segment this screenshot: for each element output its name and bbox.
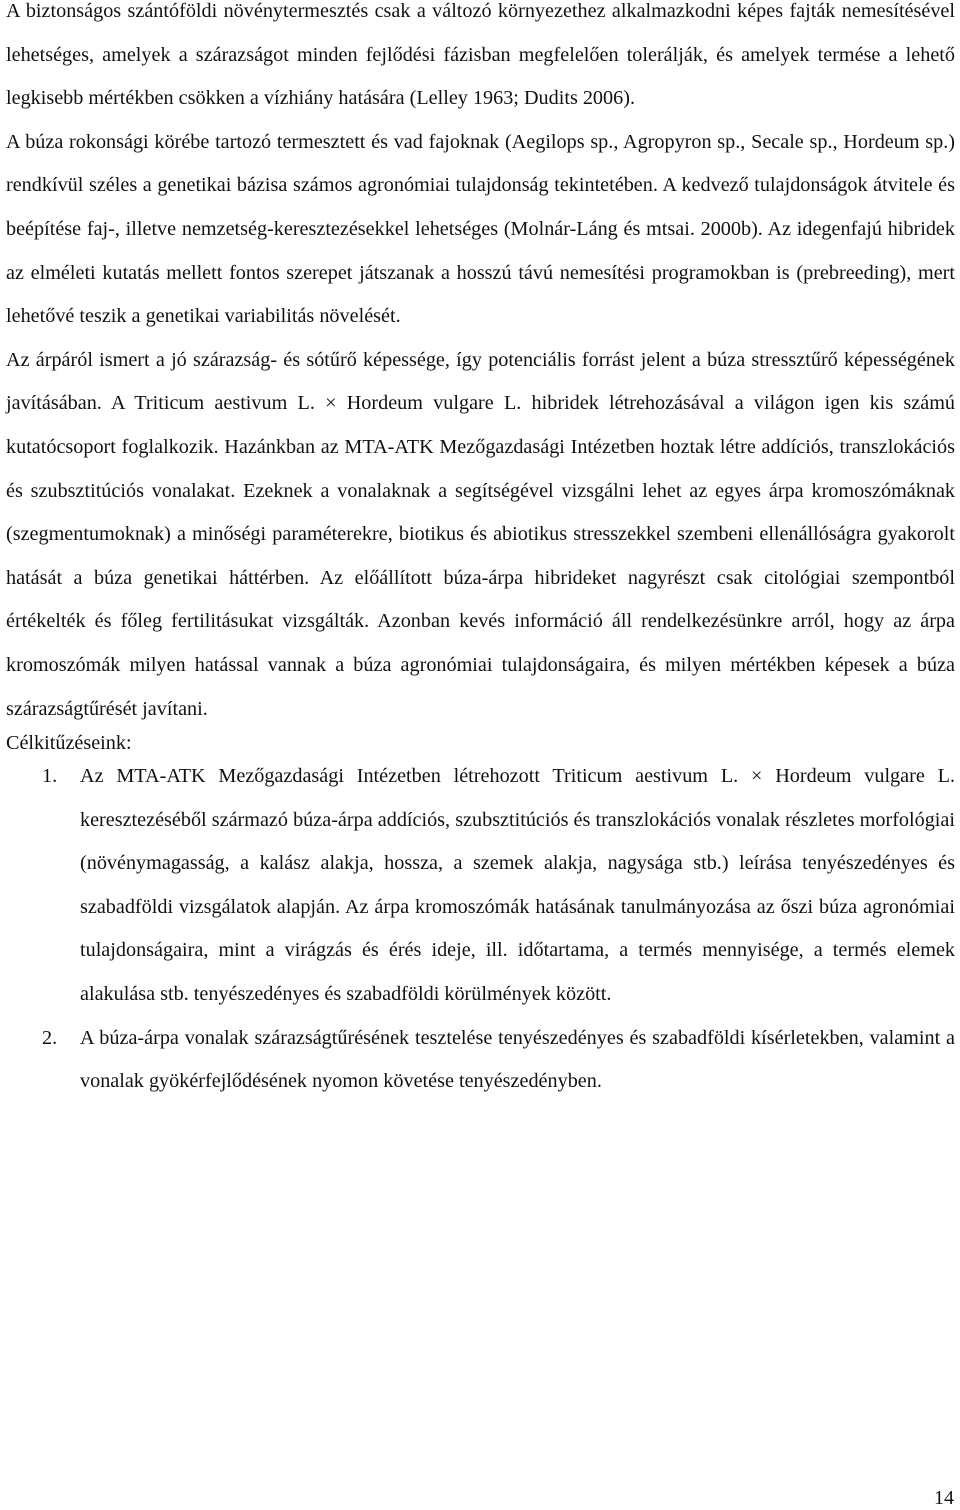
page-number: 14 (934, 1487, 954, 1509)
document-page (6, 0, 955, 1104)
goal-number: 2. (42, 1026, 58, 1049)
goal-text: A búza-árpa vonalak szárazságtűrésének tesztelése tenyészedényes és szabadföldi kísérletekben, valamint a vonalak gyökérfejlődésének nyomon követése tenyészedényben. (80, 1026, 955, 1093)
paragraph-barley: Az árpáról ismert a jó szárazság- és sótűrő képessége, így potenciális forrást jelent a búza stressztűrő képességének javításában. A Triticum aestivum L. × Hordeum vulgare L. hibridek létrehozásával a világon igen kis számú kutatócsoport foglalkozik. Hazánkban az MTA-ATK Mezőgazdasági Intézetben hoztak létre addíciós, transzlokációs és szubsztitúciós vonalakat. Ezeknek a vonalaknak a segítségével vizsgálni lehet az egyes árpa kromoszómáknak (szegmentumoknak) a minőségi paraméterekre, biotikus és abiotikus stresszekkel szembeni ellenállóságra gyakorolt hatását a búza genetikai háttérben. Az előállított búza-árpa hibrideket nagyrészt csak citológiai szempontból értékelték és főleg fertilitásukat vizsgálták. Azonban kevés információ áll rendelkezésünkre arról, hogy az árpa kromoszómák milyen hatással vannak a búza agronómiai tulajdonságaira, és milyen mértékben képesek a búza szárazságtűrését javítani. (6, 348, 955, 720)
goal-text: Az MTA-ATK Mezőgazdasági Intézetben létrehozott Triticum aestivum L. × Hordeum vulgare L. keresztezéséből származó búza-árpa addíciós, szubsztitúciós és transzlokációs vonalak részletes morfológiai (növénymagasság, a kalász alakja, hossza, a szemek alakja, nagysága stb.) leírása tenyészedényes és szabadföldi vizsgálatok alapján. Az árpa kromoszómák hatásának tanulmányozása az őszi búza agronómiai tulajdonságaira, mint a virágzás és érés ideje, ill. időtartama, a termés mennyisége, a termés elemek alakulása stb. tenyészedényes és szabadföldi körülmények között. (80, 765, 955, 1006)
goal-number: 1. (42, 765, 58, 788)
goals-heading: Célkitűzéseink: (6, 732, 132, 755)
goals-list (6, 755, 955, 1104)
paragraph-intro: A biztonságos szántóföldi növénytermesztés csak a változó környezethez alkalmazkodni képes fajták nemesítésével lehetséges, amelyek a szárazságot minden fejlődési fázisban megfelelően tolerálják, és amelyek termése a lehető legkisebb mértékben csökken a vízhiány hatására (Lelley 1963; Dudits 2006). (6, 0, 955, 110)
goal-item-1 (6, 755, 955, 1017)
paragraph-genetic-base: A búza rokonsági körébe tartozó termesztett és vad fajoknak (Aegilops sp., Agropyron sp., Secale sp., Hordeum sp.) rendkívül széles a genetikai bázisa számos agronómiai tulajdonság tekintetében. A kedvező tulajdonságok átvitele és beépítése faj-, illetve nemzetség-keresztezésekkel lehetséges (Molnár-Láng és mtsai. 2000b). Az idegenfajú hibridek az elméleti kutatás mellett fontos szerepet játszanak a hosszú távú nemesítési programokban is (prebreeding), mert lehetővé teszik a genetikai variabilitás növelését. (6, 130, 955, 328)
goal-item-2 (6, 1017, 955, 1104)
